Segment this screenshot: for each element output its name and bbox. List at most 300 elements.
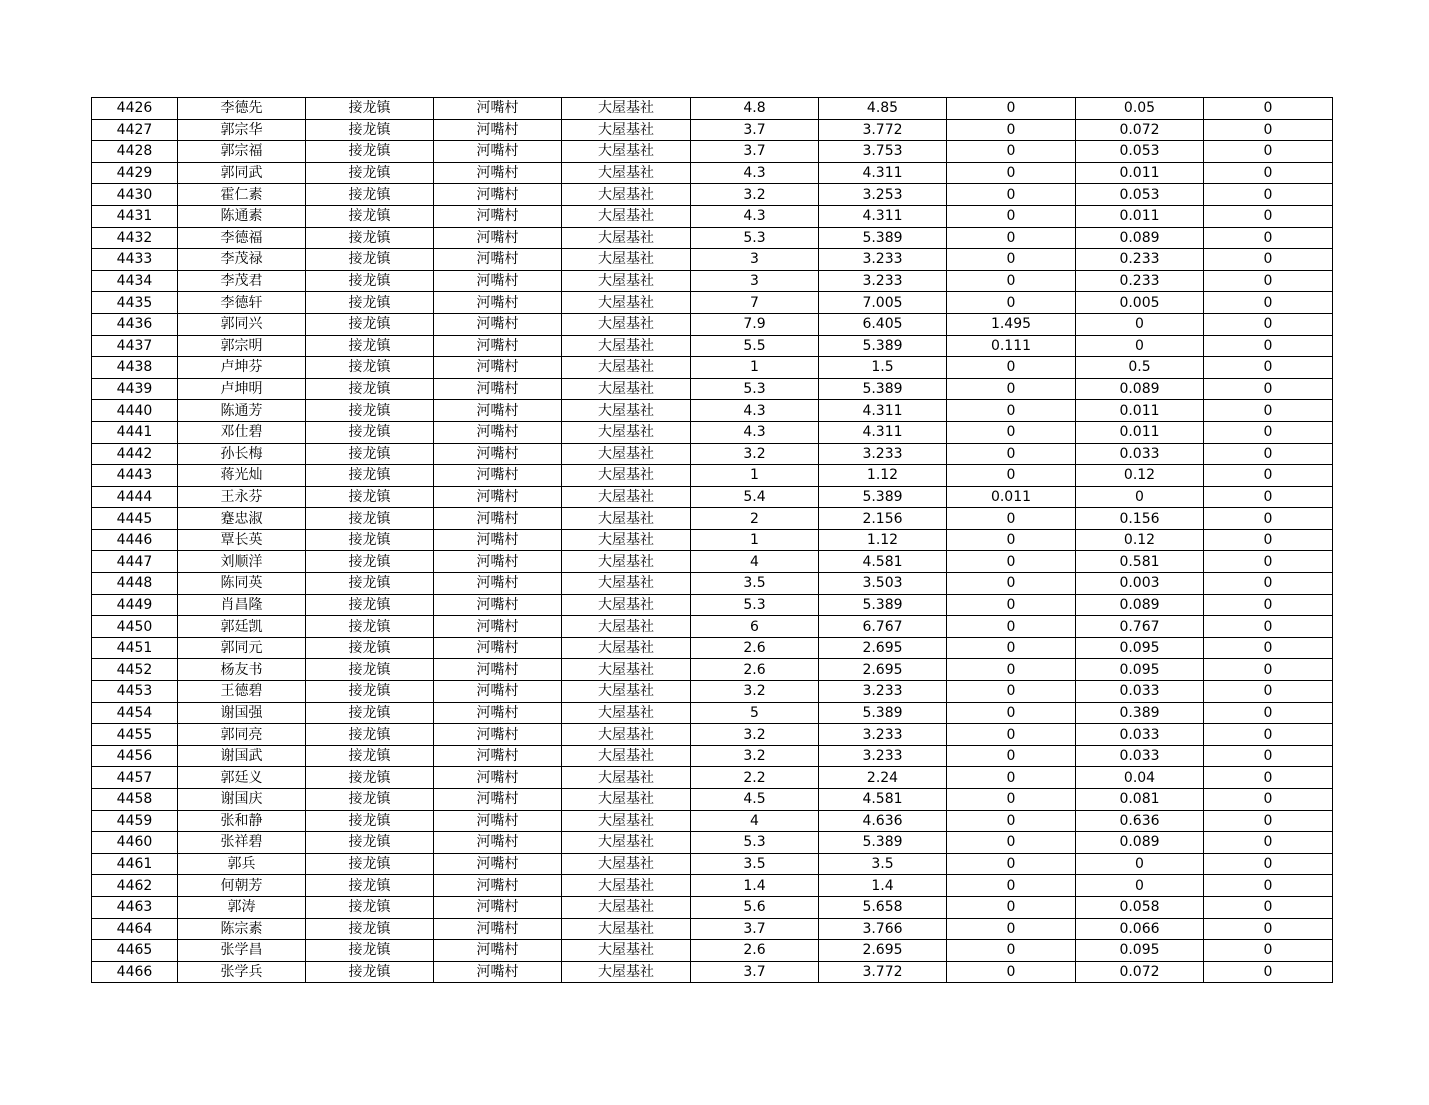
value-d-cell: 0.12: [1076, 465, 1204, 487]
value-e-cell: 0: [1204, 141, 1333, 163]
name-cell: 郭廷义: [178, 767, 306, 789]
town-cell: 接龙镇: [306, 551, 434, 573]
value-b-cell: 2.695: [819, 659, 947, 681]
value-a-cell: 3.7: [691, 961, 819, 983]
town-cell: 接龙镇: [306, 832, 434, 854]
value-a-cell: 7: [691, 292, 819, 314]
table-row: [92, 573, 1333, 595]
row-id-cell: 4434: [92, 270, 178, 292]
name-cell: 李德先: [178, 98, 306, 120]
row-id-cell: 4432: [92, 227, 178, 249]
village-cell: 河嘴村: [434, 767, 562, 789]
value-d-cell: 0.011: [1076, 400, 1204, 422]
village-cell: 河嘴村: [434, 119, 562, 141]
value-c-cell: 0: [947, 529, 1076, 551]
value-d-cell: 0.033: [1076, 745, 1204, 767]
table-row: [92, 940, 1333, 962]
value-b-cell: 3.772: [819, 961, 947, 983]
town-cell: 接龙镇: [306, 681, 434, 703]
name-cell: 郭同元: [178, 637, 306, 659]
table-row: [92, 443, 1333, 465]
row-id-cell: 4455: [92, 724, 178, 746]
value-a-cell: 3.7: [691, 918, 819, 940]
value-d-cell: 0.072: [1076, 961, 1204, 983]
village-cell: 河嘴村: [434, 443, 562, 465]
row-id-cell: 4456: [92, 745, 178, 767]
name-cell: 郭宗明: [178, 335, 306, 357]
group-cell: 大屋基社: [562, 486, 691, 508]
village-cell: 河嘴村: [434, 616, 562, 638]
value-c-cell: 0: [947, 853, 1076, 875]
row-id-cell: 4461: [92, 853, 178, 875]
value-d-cell: 0.003: [1076, 573, 1204, 595]
value-c-cell: 1.495: [947, 313, 1076, 335]
value-d-cell: 0.04: [1076, 767, 1204, 789]
village-cell: 河嘴村: [434, 681, 562, 703]
group-cell: 大屋基社: [562, 400, 691, 422]
value-c-cell: 0: [947, 508, 1076, 530]
value-a-cell: 3.2: [691, 184, 819, 206]
table-row: [92, 227, 1333, 249]
table-row: [92, 551, 1333, 573]
value-c-cell: 0: [947, 616, 1076, 638]
town-cell: 接龙镇: [306, 940, 434, 962]
village-cell: 河嘴村: [434, 270, 562, 292]
table-row: [92, 961, 1333, 983]
group-cell: 大屋基社: [562, 853, 691, 875]
group-cell: 大屋基社: [562, 313, 691, 335]
value-a-cell: 3.7: [691, 119, 819, 141]
town-cell: 接龙镇: [306, 659, 434, 681]
name-cell: 蒋光灿: [178, 465, 306, 487]
table-row: [92, 270, 1333, 292]
village-cell: 河嘴村: [434, 896, 562, 918]
group-cell: 大屋基社: [562, 421, 691, 443]
value-e-cell: 0: [1204, 335, 1333, 357]
value-e-cell: 0: [1204, 465, 1333, 487]
value-c-cell: 0: [947, 400, 1076, 422]
value-d-cell: 0.089: [1076, 594, 1204, 616]
town-cell: 接龙镇: [306, 313, 434, 335]
value-c-cell: 0: [947, 119, 1076, 141]
value-e-cell: 0: [1204, 162, 1333, 184]
group-cell: 大屋基社: [562, 335, 691, 357]
group-cell: 大屋基社: [562, 681, 691, 703]
town-cell: 接龙镇: [306, 724, 434, 746]
group-cell: 大屋基社: [562, 270, 691, 292]
town-cell: 接龙镇: [306, 767, 434, 789]
value-c-cell: 0: [947, 637, 1076, 659]
value-b-cell: 5.389: [819, 702, 947, 724]
value-b-cell: 2.156: [819, 508, 947, 530]
value-c-cell: 0: [947, 551, 1076, 573]
town-cell: 接龙镇: [306, 637, 434, 659]
value-d-cell: 0: [1076, 486, 1204, 508]
value-d-cell: 0.089: [1076, 227, 1204, 249]
value-a-cell: 5.3: [691, 378, 819, 400]
value-c-cell: 0: [947, 594, 1076, 616]
value-c-cell: 0.111: [947, 335, 1076, 357]
value-a-cell: 3.2: [691, 724, 819, 746]
value-a-cell: 4: [691, 551, 819, 573]
table-row: [92, 292, 1333, 314]
value-c-cell: 0: [947, 896, 1076, 918]
value-e-cell: 0: [1204, 896, 1333, 918]
value-b-cell: 3.233: [819, 443, 947, 465]
value-b-cell: 5.389: [819, 335, 947, 357]
table-row: [92, 832, 1333, 854]
row-id-cell: 4462: [92, 875, 178, 897]
value-b-cell: 3.753: [819, 141, 947, 163]
village-cell: 河嘴村: [434, 940, 562, 962]
value-b-cell: 4.311: [819, 162, 947, 184]
village-cell: 河嘴村: [434, 875, 562, 897]
village-cell: 河嘴村: [434, 205, 562, 227]
value-b-cell: 5.389: [819, 594, 947, 616]
value-b-cell: 2.695: [819, 637, 947, 659]
value-b-cell: 5.389: [819, 378, 947, 400]
value-b-cell: 5.389: [819, 832, 947, 854]
value-d-cell: 0: [1076, 335, 1204, 357]
village-cell: 河嘴村: [434, 227, 562, 249]
group-cell: 大屋基社: [562, 918, 691, 940]
table-row: [92, 659, 1333, 681]
row-id-cell: 4463: [92, 896, 178, 918]
value-c-cell: 0: [947, 184, 1076, 206]
row-id-cell: 4427: [92, 119, 178, 141]
village-cell: 河嘴村: [434, 357, 562, 379]
value-e-cell: 0: [1204, 119, 1333, 141]
value-d-cell: 0.066: [1076, 918, 1204, 940]
town-cell: 接龙镇: [306, 357, 434, 379]
row-id-cell: 4436: [92, 313, 178, 335]
group-cell: 大屋基社: [562, 702, 691, 724]
value-c-cell: 0: [947, 249, 1076, 271]
value-c-cell: 0: [947, 98, 1076, 120]
village-cell: 河嘴村: [434, 832, 562, 854]
value-c-cell: 0.011: [947, 486, 1076, 508]
value-a-cell: 5.3: [691, 832, 819, 854]
value-b-cell: 3.253: [819, 184, 947, 206]
town-cell: 接龙镇: [306, 702, 434, 724]
group-cell: 大屋基社: [562, 637, 691, 659]
row-id-cell: 4450: [92, 616, 178, 638]
table-row: [92, 875, 1333, 897]
value-c-cell: 0: [947, 270, 1076, 292]
table-row: [92, 378, 1333, 400]
row-id-cell: 4441: [92, 421, 178, 443]
value-e-cell: 0: [1204, 292, 1333, 314]
value-b-cell: 3.5: [819, 853, 947, 875]
value-d-cell: 0.011: [1076, 205, 1204, 227]
table-row: [92, 486, 1333, 508]
group-cell: 大屋基社: [562, 184, 691, 206]
value-b-cell: 4.85: [819, 98, 947, 120]
name-cell: 李茂禄: [178, 249, 306, 271]
value-e-cell: 0: [1204, 875, 1333, 897]
value-d-cell: 0.011: [1076, 421, 1204, 443]
value-d-cell: 0.095: [1076, 637, 1204, 659]
village-cell: 河嘴村: [434, 637, 562, 659]
table-row: [92, 357, 1333, 379]
village-cell: 河嘴村: [434, 313, 562, 335]
name-cell: 孙长梅: [178, 443, 306, 465]
value-a-cell: 4.5: [691, 789, 819, 811]
group-cell: 大屋基社: [562, 616, 691, 638]
value-e-cell: 0: [1204, 184, 1333, 206]
value-d-cell: 0.581: [1076, 551, 1204, 573]
name-cell: 陈宗素: [178, 918, 306, 940]
name-cell: 王永芬: [178, 486, 306, 508]
name-cell: 郭兵: [178, 853, 306, 875]
value-a-cell: 3.2: [691, 681, 819, 703]
group-cell: 大屋基社: [562, 832, 691, 854]
value-b-cell: 3.503: [819, 573, 947, 595]
town-cell: 接龙镇: [306, 465, 434, 487]
town-cell: 接龙镇: [306, 400, 434, 422]
value-a-cell: 1.4: [691, 875, 819, 897]
value-c-cell: 0: [947, 702, 1076, 724]
group-cell: 大屋基社: [562, 940, 691, 962]
name-cell: 郭宗华: [178, 119, 306, 141]
value-e-cell: 0: [1204, 745, 1333, 767]
table-row: [92, 508, 1333, 530]
value-b-cell: 3.233: [819, 745, 947, 767]
value-c-cell: 0: [947, 292, 1076, 314]
table-row: [92, 205, 1333, 227]
value-b-cell: 1.12: [819, 465, 947, 487]
group-cell: 大屋基社: [562, 875, 691, 897]
name-cell: 张祥碧: [178, 832, 306, 854]
table-row: [92, 789, 1333, 811]
table-row: [92, 767, 1333, 789]
value-b-cell: 5.389: [819, 486, 947, 508]
group-cell: 大屋基社: [562, 659, 691, 681]
town-cell: 接龙镇: [306, 421, 434, 443]
row-id-cell: 4426: [92, 98, 178, 120]
group-cell: 大屋基社: [562, 162, 691, 184]
value-d-cell: 0.095: [1076, 659, 1204, 681]
value-e-cell: 0: [1204, 637, 1333, 659]
village-cell: 河嘴村: [434, 98, 562, 120]
value-d-cell: 0.233: [1076, 249, 1204, 271]
name-cell: 谢国强: [178, 702, 306, 724]
table-row: [92, 896, 1333, 918]
town-cell: 接龙镇: [306, 184, 434, 206]
name-cell: 李德福: [178, 227, 306, 249]
value-b-cell: 3.233: [819, 270, 947, 292]
row-id-cell: 4437: [92, 335, 178, 357]
village-cell: 河嘴村: [434, 465, 562, 487]
value-e-cell: 0: [1204, 789, 1333, 811]
town-cell: 接龙镇: [306, 335, 434, 357]
value-c-cell: 0: [947, 961, 1076, 983]
value-a-cell: 4.3: [691, 400, 819, 422]
row-id-cell: 4438: [92, 357, 178, 379]
value-c-cell: 0: [947, 724, 1076, 746]
town-cell: 接龙镇: [306, 573, 434, 595]
table-row: [92, 162, 1333, 184]
row-id-cell: 4435: [92, 292, 178, 314]
group-cell: 大屋基社: [562, 745, 691, 767]
value-e-cell: 0: [1204, 551, 1333, 573]
name-cell: 霍仁素: [178, 184, 306, 206]
value-e-cell: 0: [1204, 357, 1333, 379]
value-c-cell: 0: [947, 443, 1076, 465]
village-cell: 河嘴村: [434, 551, 562, 573]
town-cell: 接龙镇: [306, 98, 434, 120]
value-a-cell: 2.6: [691, 659, 819, 681]
table-row: [92, 918, 1333, 940]
table-row: [92, 702, 1333, 724]
group-cell: 大屋基社: [562, 789, 691, 811]
village-cell: 河嘴村: [434, 400, 562, 422]
value-e-cell: 0: [1204, 378, 1333, 400]
value-d-cell: 0.033: [1076, 681, 1204, 703]
row-id-cell: 4439: [92, 378, 178, 400]
row-id-cell: 4452: [92, 659, 178, 681]
value-e-cell: 0: [1204, 681, 1333, 703]
value-a-cell: 6: [691, 616, 819, 638]
row-id-cell: 4430: [92, 184, 178, 206]
name-cell: 蹇忠淑: [178, 508, 306, 530]
row-id-cell: 4453: [92, 681, 178, 703]
data-table: [91, 97, 1333, 983]
value-e-cell: 0: [1204, 940, 1333, 962]
value-c-cell: 0: [947, 205, 1076, 227]
table-row: [92, 249, 1333, 271]
town-cell: 接龙镇: [306, 292, 434, 314]
group-cell: 大屋基社: [562, 961, 691, 983]
town-cell: 接龙镇: [306, 205, 434, 227]
village-cell: 河嘴村: [434, 529, 562, 551]
value-a-cell: 1: [691, 529, 819, 551]
value-c-cell: 0: [947, 141, 1076, 163]
value-d-cell: 0: [1076, 875, 1204, 897]
value-e-cell: 0: [1204, 486, 1333, 508]
value-d-cell: 0.089: [1076, 832, 1204, 854]
name-cell: 何朝芳: [178, 875, 306, 897]
town-cell: 接龙镇: [306, 896, 434, 918]
value-e-cell: 0: [1204, 508, 1333, 530]
village-cell: 河嘴村: [434, 184, 562, 206]
row-id-cell: 4466: [92, 961, 178, 983]
value-b-cell: 3.233: [819, 249, 947, 271]
value-e-cell: 0: [1204, 616, 1333, 638]
village-cell: 河嘴村: [434, 249, 562, 271]
row-id-cell: 4451: [92, 637, 178, 659]
value-a-cell: 2.2: [691, 767, 819, 789]
value-d-cell: 0.636: [1076, 810, 1204, 832]
value-b-cell: 4.581: [819, 789, 947, 811]
value-a-cell: 4: [691, 810, 819, 832]
group-cell: 大屋基社: [562, 227, 691, 249]
value-c-cell: 0: [947, 810, 1076, 832]
town-cell: 接龙镇: [306, 745, 434, 767]
village-cell: 河嘴村: [434, 335, 562, 357]
row-id-cell: 4457: [92, 767, 178, 789]
name-cell: 李茂君: [178, 270, 306, 292]
value-c-cell: 0: [947, 659, 1076, 681]
value-c-cell: 0: [947, 875, 1076, 897]
row-id-cell: 4448: [92, 573, 178, 595]
value-e-cell: 0: [1204, 443, 1333, 465]
group-cell: 大屋基社: [562, 465, 691, 487]
value-a-cell: 3.5: [691, 573, 819, 595]
value-b-cell: 4.311: [819, 400, 947, 422]
group-cell: 大屋基社: [562, 529, 691, 551]
group-cell: 大屋基社: [562, 443, 691, 465]
name-cell: 陈通芳: [178, 400, 306, 422]
row-id-cell: 4459: [92, 810, 178, 832]
value-e-cell: 0: [1204, 421, 1333, 443]
village-cell: 河嘴村: [434, 659, 562, 681]
value-d-cell: 0.389: [1076, 702, 1204, 724]
town-cell: 接龙镇: [306, 141, 434, 163]
table-row: [92, 853, 1333, 875]
table-row: [92, 184, 1333, 206]
value-c-cell: 0: [947, 227, 1076, 249]
name-cell: 郭同兴: [178, 313, 306, 335]
table-row: [92, 745, 1333, 767]
table-row: [92, 421, 1333, 443]
value-d-cell: 0.011: [1076, 162, 1204, 184]
village-cell: 河嘴村: [434, 789, 562, 811]
value-d-cell: 0.12: [1076, 529, 1204, 551]
name-cell: 肖昌隆: [178, 594, 306, 616]
value-c-cell: 0: [947, 357, 1076, 379]
value-a-cell: 3.2: [691, 443, 819, 465]
value-d-cell: 0.233: [1076, 270, 1204, 292]
value-c-cell: 0: [947, 378, 1076, 400]
name-cell: 王德碧: [178, 681, 306, 703]
name-cell: 谢国庆: [178, 789, 306, 811]
town-cell: 接龙镇: [306, 249, 434, 271]
name-cell: 卢坤芬: [178, 357, 306, 379]
group-cell: 大屋基社: [562, 767, 691, 789]
value-e-cell: 0: [1204, 205, 1333, 227]
value-e-cell: 0: [1204, 659, 1333, 681]
value-a-cell: 5.5: [691, 335, 819, 357]
town-cell: 接龙镇: [306, 875, 434, 897]
village-cell: 河嘴村: [434, 573, 562, 595]
table-row: [92, 637, 1333, 659]
value-e-cell: 0: [1204, 270, 1333, 292]
value-d-cell: 0.089: [1076, 378, 1204, 400]
value-b-cell: 4.581: [819, 551, 947, 573]
village-cell: 河嘴村: [434, 724, 562, 746]
town-cell: 接龙镇: [306, 961, 434, 983]
group-cell: 大屋基社: [562, 141, 691, 163]
value-c-cell: 0: [947, 940, 1076, 962]
value-e-cell: 0: [1204, 313, 1333, 335]
value-c-cell: 0: [947, 573, 1076, 595]
table-body: [92, 98, 1333, 983]
row-id-cell: 4444: [92, 486, 178, 508]
name-cell: 张学兵: [178, 961, 306, 983]
name-cell: 刘顺洋: [178, 551, 306, 573]
value-a-cell: 3: [691, 270, 819, 292]
town-cell: 接龙镇: [306, 378, 434, 400]
value-b-cell: 1.4: [819, 875, 947, 897]
name-cell: 邓仕碧: [178, 421, 306, 443]
name-cell: 郭同亮: [178, 724, 306, 746]
name-cell: 谢国武: [178, 745, 306, 767]
name-cell: 郭涛: [178, 896, 306, 918]
table-row: [92, 724, 1333, 746]
value-a-cell: 1: [691, 465, 819, 487]
table-row: [92, 616, 1333, 638]
